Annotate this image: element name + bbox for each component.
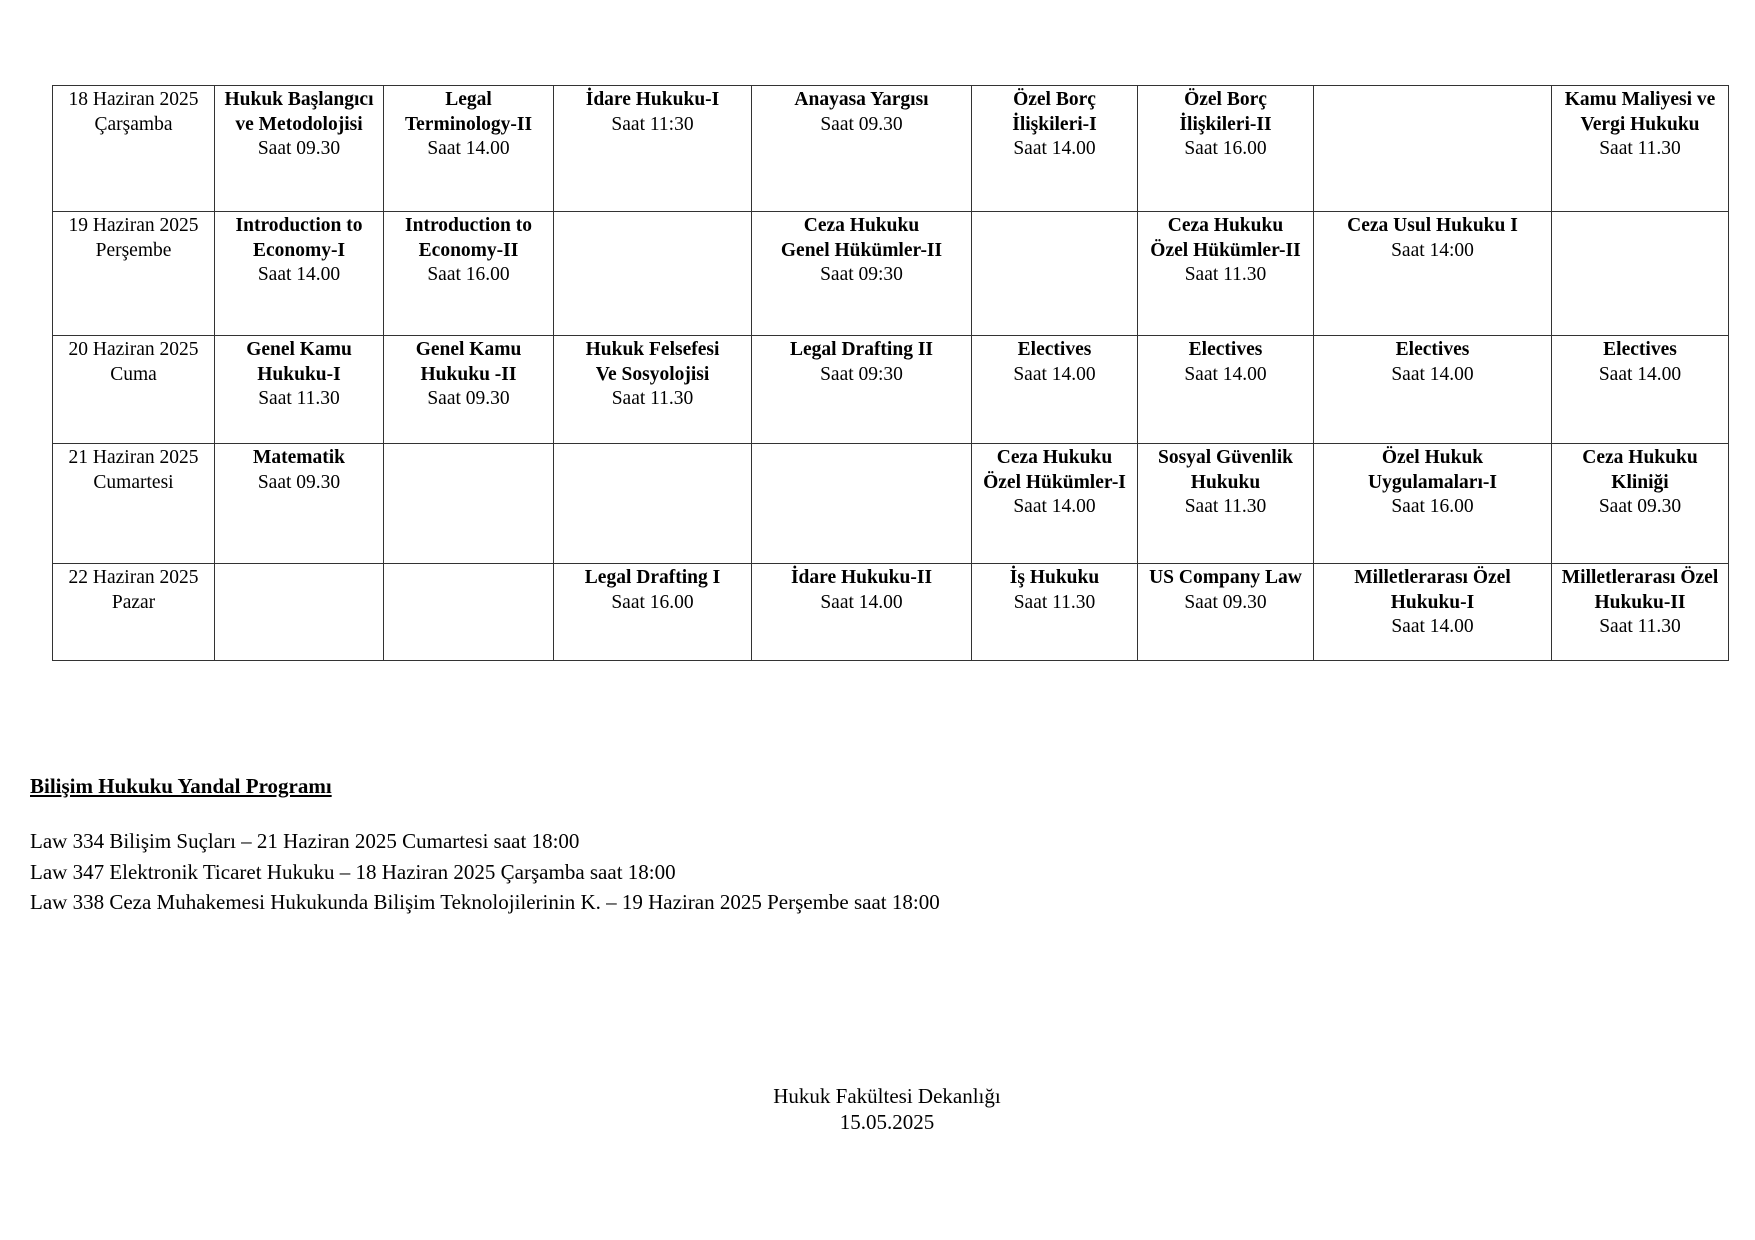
exam-cell [972, 86, 1138, 212]
exam-cell [1138, 336, 1314, 444]
course-name: Ve Sosyolojisi [595, 363, 710, 385]
course-name: İdare Hukuku-I [585, 89, 720, 110]
course-name: Kliniği [1611, 471, 1669, 493]
exam-time: Saat 16.00 [427, 264, 510, 285]
course-name: Hukuku-I [257, 363, 341, 385]
exam-date: 22 Haziran 2025 [68, 567, 199, 588]
course-name: Genel Kamu [415, 339, 522, 360]
course-name: Legal Drafting I [584, 567, 721, 588]
exam-day: Cumartesi [93, 471, 174, 493]
course-name: Hukuk Felsefesi [585, 339, 720, 360]
exam-day: Pazar [111, 591, 156, 613]
course-name: Economy-I [252, 239, 346, 261]
course-name: Özel Hukuk [1381, 447, 1484, 468]
dean-office-name: Hukuk Fakültesi Dekanlığı [773, 1084, 1001, 1108]
exam-cell [1552, 564, 1729, 661]
course-name: Matematik [252, 447, 346, 468]
exam-time: Saat 11:30 [611, 113, 694, 135]
exam-time: Saat 11.30 [1184, 496, 1267, 517]
course-name: Legal Drafting II [790, 339, 933, 360]
exam-cell [384, 86, 554, 212]
exam-cell [1138, 86, 1314, 212]
exam-cell [752, 336, 972, 444]
course-name: Ceza Hukuku [1582, 447, 1698, 468]
exam-time: Saat 14:00 [1391, 239, 1474, 261]
empty-cell [384, 444, 554, 564]
empty-cell [215, 564, 384, 661]
exam-time: Saat 09:30 [820, 264, 903, 285]
course-name: US Company Law [1149, 567, 1302, 588]
exam-time: Saat 11.30 [611, 388, 694, 409]
exam-cell [752, 212, 972, 336]
exam-cell [1314, 336, 1552, 444]
empty-cell [752, 444, 972, 564]
schedule-row [53, 212, 1729, 336]
exam-cell [972, 444, 1138, 564]
course-name: Electives [1188, 339, 1263, 360]
course-name: Sosyal Güvenlik [1158, 447, 1293, 468]
course-name: Terminology-II [404, 113, 533, 135]
course-name: Hukuku-I [1390, 591, 1475, 613]
exam-day: Çarşamba [94, 113, 173, 135]
exam-time: Saat 09.30 [257, 471, 341, 493]
exam-cell [554, 336, 752, 444]
course-name: Ceza Usul Hukuku I [1347, 215, 1518, 236]
exam-cell [384, 212, 554, 336]
schedule-row [53, 564, 1729, 661]
course-name: Economy-II [418, 239, 519, 261]
exam-day: Cuma [110, 363, 157, 385]
exam-time: Saat 11.30 [1599, 138, 1681, 159]
exam-date: 18 Haziran 2025 [68, 89, 199, 110]
exam-time: Saat 14.00 [1598, 363, 1682, 385]
exam-time: Saat 09.30 [820, 113, 903, 135]
course-name: Hukuk Başlangıcı [224, 89, 374, 110]
exam-cell [1138, 212, 1314, 336]
course-name: Ceza Hukuku [803, 215, 920, 236]
minor-exam-line: Law 338 Ceza Muhakemesi Hukukunda Bilişim Teknolojilerinin K. – 19 Haziran 2025 Perşembe saat 18:00 [30, 890, 940, 914]
exam-cell [752, 86, 972, 212]
minor-exam-line: Law 347 Elektronik Ticaret Hukuku – 18 Haziran 2025 Çarşamba saat 18:00 [30, 859, 676, 884]
date-cell [53, 564, 215, 661]
course-name: Hukuku [1190, 471, 1261, 493]
exam-date: 21 Haziran 2025 [68, 447, 199, 468]
empty-cell [1552, 212, 1729, 336]
schedule-row [53, 336, 1729, 444]
exam-time: Saat 09.30 [1598, 496, 1682, 517]
exam-cell [1552, 336, 1729, 444]
exam-date: 19 Haziran 2025 [68, 215, 199, 236]
schedule-row [53, 86, 1729, 212]
exam-time: Saat 16.00 [611, 591, 694, 613]
exam-cell [384, 336, 554, 444]
exam-time: Saat 14.00 [257, 264, 341, 285]
course-name: İdare Hukuku-II [790, 567, 933, 588]
date-cell [53, 336, 215, 444]
exam-cell [554, 86, 752, 212]
document-date: 15.05.2025 [839, 1110, 935, 1134]
course-name: İlişkileri-II [1179, 113, 1272, 135]
course-name: Özel Hükümler-I [983, 471, 1126, 493]
course-name: Introduction to [405, 215, 532, 236]
date-cell [53, 444, 215, 564]
exam-time: Saat 09:30 [820, 363, 903, 385]
course-name: Electives [1603, 339, 1677, 360]
course-name: Uygulamaları-I [1368, 471, 1497, 493]
exam-cell [1552, 86, 1729, 212]
date-cell [53, 212, 215, 336]
exam-time: Saat 14.00 [820, 591, 903, 613]
course-name: Anayasa Yargısı [794, 89, 929, 110]
exam-time: Saat 11.30 [1599, 616, 1681, 637]
exam-date: 20 Haziran 2025 [68, 339, 199, 360]
course-name: Özel Borç [1013, 89, 1096, 110]
exam-cell [972, 336, 1138, 444]
exam-time: Saat 11.30 [1184, 264, 1267, 285]
empty-cell [554, 212, 752, 336]
exam-cell [1314, 564, 1552, 661]
empty-cell [972, 212, 1138, 336]
exam-time: Saat 14.00 [427, 138, 510, 159]
course-name: Introduction to [235, 215, 363, 236]
course-name: Ceza Hukuku [996, 447, 1113, 468]
exam-time: Saat 14.00 [1391, 616, 1474, 637]
course-name: Genel Kamu [246, 339, 352, 360]
course-name: Özel Hükümler-II [1150, 239, 1301, 261]
exam-cell [215, 86, 384, 212]
course-name: Özel Borç [1184, 89, 1267, 110]
course-name: Genel Hükümler-II [780, 239, 943, 261]
exam-cell [1314, 212, 1552, 336]
course-name: İş Hukuku [1009, 567, 1100, 588]
course-name: Hukuku -II [420, 363, 517, 385]
minor-exam-line: Law 334 Bilişim Suçları – 21 Haziran 2025 Cumartesi saat 18:00 [30, 829, 580, 853]
empty-cell [384, 564, 554, 661]
course-name: Legal [445, 89, 492, 110]
course-name: Electives [1017, 339, 1092, 360]
exam-time: Saat 16.00 [1184, 138, 1267, 159]
course-name: Ceza Hukuku [1167, 215, 1284, 236]
course-name: ve Metodolojisi [235, 113, 363, 135]
exam-time: Saat 14.00 [1184, 363, 1267, 385]
exam-cell [215, 336, 384, 444]
exam-cell [215, 212, 384, 336]
exam-time: Saat 09.30 [427, 388, 510, 409]
exam-cell [972, 564, 1138, 661]
date-cell [53, 86, 215, 212]
schedule-row [53, 444, 1729, 564]
exam-day: Perşembe [95, 239, 172, 261]
minor-program-section [30, 772, 940, 918]
exam-cell [752, 564, 972, 661]
exam-time: Saat 14.00 [1013, 496, 1096, 517]
course-name: Hukuku-II [1594, 591, 1686, 613]
exam-cell [1314, 444, 1552, 564]
exam-cell [554, 564, 752, 661]
course-name: Kamu Maliyesi ve [1564, 89, 1716, 110]
exam-schedule-table [52, 85, 1729, 661]
minor-program-title: Bilişim Hukuku Yandal Programı [30, 774, 332, 798]
exam-time: Saat 11.30 [1013, 591, 1096, 613]
exam-time: Saat 11.30 [258, 388, 340, 409]
empty-cell [1314, 86, 1552, 212]
exam-cell [1138, 564, 1314, 661]
exam-time: Saat 16.00 [1391, 496, 1474, 517]
exam-cell [1552, 444, 1729, 564]
exam-time: Saat 14.00 [1013, 138, 1096, 159]
course-name: Vergi Hukuku [1580, 113, 1700, 135]
course-name: Milletlerarası Özel [1561, 567, 1719, 588]
empty-cell [554, 444, 752, 564]
exam-time: Saat 14.00 [1013, 363, 1096, 385]
exam-cell [215, 444, 384, 564]
course-name: Electives [1395, 339, 1470, 360]
exam-time: Saat 09.30 [257, 138, 341, 159]
exam-time: Saat 14.00 [1391, 363, 1474, 385]
exam-cell [1138, 444, 1314, 564]
course-name: Milletlerarası Özel [1354, 567, 1511, 588]
signature-block [0, 1083, 1755, 1135]
course-name: İlişkileri-I [1012, 113, 1097, 135]
exam-time: Saat 09.30 [1184, 591, 1267, 613]
